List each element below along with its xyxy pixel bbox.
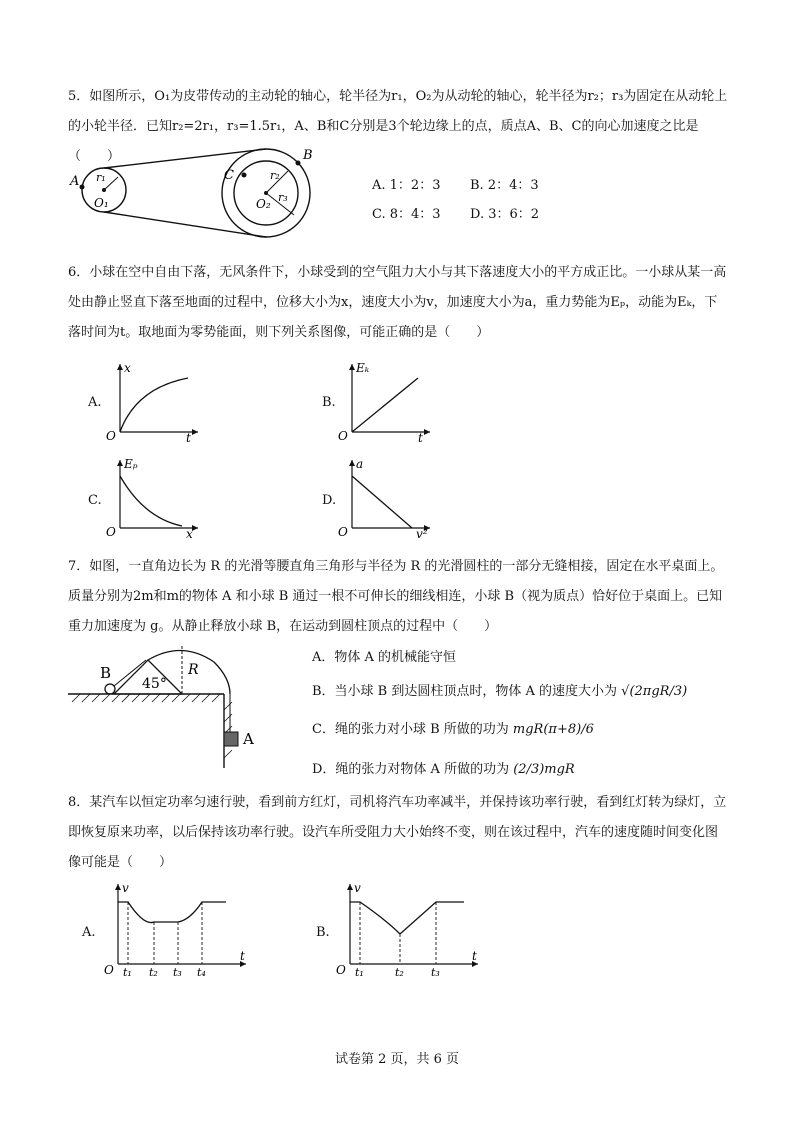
option-text: B．当小球 B 到达圆柱顶点时，物体 A 的速度大小为 <box>312 684 618 699</box>
y-axis-label: a <box>356 457 364 471</box>
tick-label: t₁ <box>355 966 364 979</box>
q6-option-d: D. <box>322 493 337 508</box>
x-axis-label: v² <box>416 527 428 538</box>
y-axis-label: v <box>354 881 361 895</box>
r3-label: r₃ <box>278 191 288 204</box>
block-a-label: A <box>243 730 254 748</box>
tick-label: t₃ <box>173 966 182 979</box>
option-text: D．绳的张力对物体 A 所做的功为 <box>312 762 510 777</box>
q6-graph-a <box>106 360 206 442</box>
tick-label: t₃ <box>431 966 440 979</box>
question-text: 小球在空中自由下落，无风条件下，小球受到的空气阻力大小与其下落速度大小的平方成正比。一小球从某一高处由静止竖直下落至地面的过程中，位移大小为x，速度大小为v，加速度大小为a，重力势能为Eₚ，动能为Eₖ，下落时间为t。取地面为零势能面，则下列关系图像，可能正确的是（ ） <box>68 265 727 340</box>
q7-option-a: A．物体 A 的机械能守恒 <box>312 650 457 665</box>
q5-option-b: B. 2：4：3 <box>470 178 539 193</box>
o1-label: O₁ <box>94 196 109 210</box>
y-axis-label: x <box>124 361 131 375</box>
origin-label: O <box>104 963 114 977</box>
q5-option-d: D. 3：6：2 <box>470 207 540 222</box>
question-7 <box>68 552 728 642</box>
origin-label: O <box>338 525 348 538</box>
point-a-label: A <box>70 174 80 189</box>
question-6 <box>68 258 728 348</box>
formula: √(2πgR/3) <box>621 684 688 699</box>
question-number: 5． <box>68 89 90 104</box>
q5-option-c: C. 8：4：3 <box>372 207 441 222</box>
origin-label: O <box>338 429 348 442</box>
formula: (2/3)mgR <box>513 762 575 777</box>
q8-option-a: A. <box>82 925 96 940</box>
origin-label: O <box>106 525 116 538</box>
origin-label: O <box>106 429 116 442</box>
point-b-label: B <box>303 148 313 163</box>
r1-label: r₁ <box>96 171 106 184</box>
x-axis-label: t <box>472 949 477 963</box>
q7-option-d <box>312 758 575 777</box>
q5-option-a: A. 1：2：3 <box>372 178 441 193</box>
x-axis-label: t <box>418 431 423 442</box>
origin-label: O <box>336 963 346 977</box>
y-axis-label: v <box>122 881 129 895</box>
ball-b-label: B <box>100 664 112 682</box>
q8-graph-a <box>104 880 254 980</box>
tick-label: t₂ <box>395 966 404 979</box>
x-axis-label: t <box>240 949 245 963</box>
q6-option-c: C. <box>88 493 102 508</box>
tick-label: t₄ <box>197 966 206 979</box>
q6-option-a: A. <box>88 395 102 410</box>
page-footer: 试卷第 2 页，共 6 页 <box>334 1052 460 1067</box>
r2-label: r₂ <box>270 169 280 182</box>
question-number: 6． <box>68 265 90 280</box>
x-axis-label: x <box>186 527 193 538</box>
q7-option-b <box>312 680 687 699</box>
q7-option-c <box>312 718 594 737</box>
tick-label: t₁ <box>123 966 132 979</box>
tick-label: t₂ <box>149 966 158 979</box>
q8-graph-b <box>336 880 486 980</box>
q6-option-b: B. <box>322 395 336 410</box>
pulley-figure <box>66 145 336 245</box>
q8-option-b: B. <box>316 925 330 940</box>
y-axis-label: Eₖ <box>356 361 370 375</box>
q7-figure <box>66 640 276 772</box>
option-text: C．绳的张力对小球 B 所做的功为 <box>312 722 509 737</box>
x-axis-label: t <box>186 431 191 442</box>
formula: mgR(π+8)/6 <box>512 722 594 737</box>
q6-graph-b <box>338 360 438 442</box>
angle-label: 45° <box>142 676 167 692</box>
question-8 <box>68 788 728 878</box>
point-c-label: C <box>224 168 234 183</box>
radius-label: R <box>188 662 199 678</box>
y-axis-label: Eₚ <box>124 457 138 471</box>
question-text: 如图，一直角边长为 R 的光滑等腰直角三角形与半径为 R 的光滑圆柱的一部分无缝相接，固定在水平桌面上。质量分别为2m和m的物体 A 和小球 B 通过一根不可伸长的细线相连，小球 B（视为质点）恰好位于桌面上。已知重力加速度为 g。从静止释放小球 B，在运动到圆柱顶点的过程中（ ） <box>68 559 724 634</box>
q6-graph-c <box>106 456 206 538</box>
question-number: 8． <box>68 795 90 810</box>
q6-graph-d <box>338 456 438 538</box>
o2-label: O₂ <box>256 197 271 211</box>
question-text: 某汽车以恒定功率匀速行驶，看到前方红灯，司机将汽车功率减半，并保持该功率行驶，看到红灯转为绿灯，立即恢复原来功率，以后保持该功率行驶。设汽车所受阻力大小始终不变，则在该过程中，汽车的速度随时间变化图像可能是（ ） <box>68 795 727 870</box>
question-text: 如图所示，O₁为皮带传动的主动轮的轴心，轮半径为r₁，O₂为从动轮的轴心，轮半径为r₂；r₃为固定在从动轮上的小轮半径．已知r₂=2r₁，r₃=1.5r₁，A、B和C分别是3个轮边缘上的点，质点A、B、C的向心加速度之比是（ ） <box>68 89 728 164</box>
question-number: 7． <box>68 559 90 574</box>
